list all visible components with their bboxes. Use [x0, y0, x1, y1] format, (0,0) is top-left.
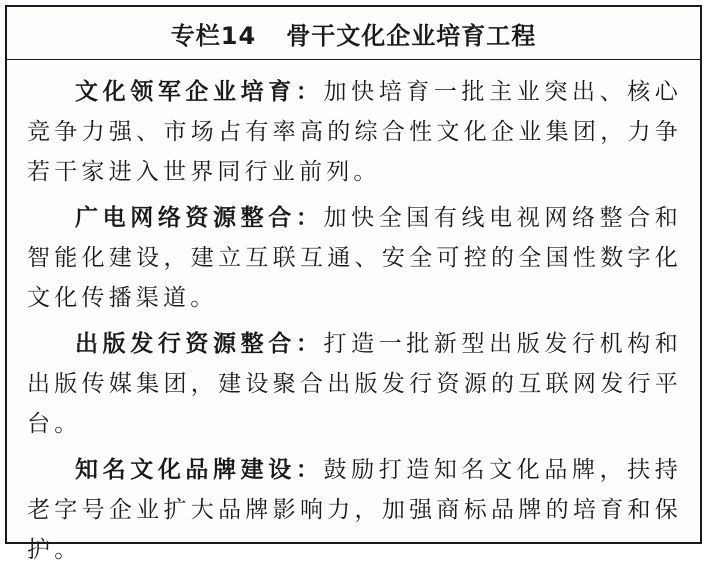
item-text: 加快培育一批主业突出、核心竞争力强、市场占有率高的综合性文化企业集团，力争若干家进入世界同行业前列。	[27, 79, 682, 185]
column-content	[7, 60, 700, 570]
item-paragraph	[27, 450, 682, 570]
item-term: 知名文化品牌建设：	[75, 457, 324, 483]
column-header	[7, 7, 700, 60]
item-term: 广电网络资源整合：	[75, 205, 324, 231]
column-title: 骨干文化企业培育工程	[286, 21, 537, 50]
item-term: 文化领军企业培育：	[75, 79, 324, 105]
item-paragraph	[27, 324, 682, 444]
item-text: 鼓励打造知名文化品牌，扶持老字号企业扩大品牌影响力，加强商标品牌的培育和保护。	[27, 457, 682, 563]
item-paragraph	[27, 72, 682, 192]
item-text: 打造一批新型出版发行机构和出版传媒集团，建设聚合出版发行资源的互联网发行平台。	[27, 331, 682, 437]
column-label: 专栏14	[170, 21, 257, 50]
item-paragraph	[27, 198, 682, 318]
item-term: 出版发行资源整合：	[75, 331, 324, 357]
column-box	[5, 5, 702, 563]
item-text: 加快全国有线电视网络整合和智能化建设，建立互联互通、安全可控的全国性数字化文化传播渠道。	[27, 205, 682, 311]
